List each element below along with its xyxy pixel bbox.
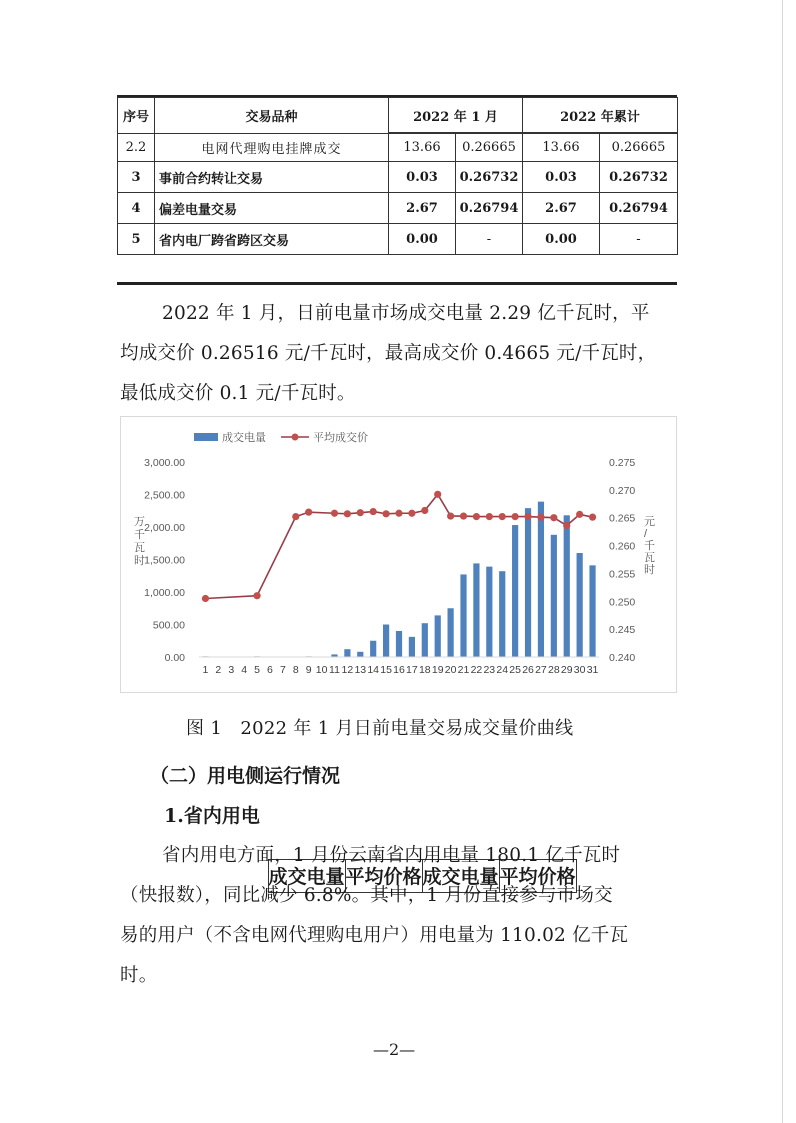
price-point [447,512,454,519]
volume-bar [370,641,376,657]
x-tick-label: 9 [305,664,312,676]
price-point [357,509,364,516]
cell-month-price: 0.26665 [456,134,523,162]
header-period-cumulative: 2022 年累计 [523,98,678,133]
volume-bar [473,563,479,657]
paragraph-line: 易的用户（不含电网代理购电用户）用电量为 110.02 亿千瓦 [120,925,629,946]
cell-cum-volume: 0.03 [523,162,600,193]
y-right-axis-title-char: / [644,528,648,540]
table-bottom-rule [117,282,677,285]
price-point [395,510,402,517]
y-left-tick-label: 2,500.00 [144,489,185,502]
price-point [292,513,299,520]
paragraph-line: （快报数），同比减少 6.8%。其中，1 月份直接参与市场交 [120,885,613,906]
volume-bar [448,608,454,657]
page-number: —2— [373,1040,416,1059]
x-tick-label: 14 [367,664,380,676]
legend-line-label: 平均成交价 [313,432,368,444]
volume-bar [409,637,415,657]
price-point [473,513,480,520]
y-right-axis-title-char: 时 [644,564,655,576]
y-right-tick-label: 0.255 [609,568,636,581]
price-point [499,513,506,520]
cell-cum-volume: 0.00 [523,224,600,255]
cell-seq: 4 [118,193,155,224]
volume-bar [357,652,363,657]
y-left-tick-label: 2,000.00 [144,522,185,534]
price-point [512,513,519,520]
cell-month-price: 0.26732 [456,162,523,193]
y-left-axis-title-char: 千 [134,529,145,541]
legend-line-marker [292,434,299,441]
price-point [550,514,557,521]
y-left-axis-title-char: 瓦 [134,542,145,554]
cell-month-price: - [456,224,523,255]
volume-bar [577,553,583,657]
price-point [370,508,377,515]
cell-name: 省内电厂跨省跨区交易 [155,224,389,255]
cell-name: 电网代理购电挂牌成交 [155,134,389,162]
x-tick-label: 16 [393,664,405,676]
cell-month-volume: 0.03 [389,162,456,193]
x-tick-label: 17 [406,664,418,676]
volume-bar [435,615,441,657]
volume-bar [512,525,518,657]
paragraph-line: 2022 年 1 月，日前电量市场成交电量 2.29 亿千瓦时，平 [162,303,650,324]
cell-cum-volume: 2.67 [523,193,600,224]
volume-bar [486,567,492,657]
x-tick-label: 10 [315,664,328,676]
x-tick-label: 26 [522,664,534,676]
y-right-tick-label: 0.275 [609,457,636,469]
price-point [421,507,428,514]
y-left-tick-label: 0.00 [164,652,185,664]
cell-month-volume: 0.00 [389,224,456,255]
cell-seq: 5 [118,224,155,255]
x-tick-label: 11 [329,664,340,676]
x-tick-label: 12 [341,664,354,676]
y-right-tick-label: 0.250 [609,596,636,609]
price-point [331,510,338,517]
header-month-volume: 成交电量 [268,859,345,892]
cell-seq: 2.2 [118,134,155,162]
legend-bar-label: 成交电量 [222,432,266,444]
y-left-tick-label: 1,500.00 [144,554,185,567]
x-tick-label: 6 [267,664,273,676]
figure-caption: 图 1 2022 年 1 月日前电量交易成交量价曲线 [186,718,574,739]
x-tick-label: 24 [496,664,509,676]
paragraph-line: 最低成交价 0.1 元/千瓦时。 [120,383,356,404]
x-tick-label: 19 [431,664,444,676]
cell-cum-price: 0.26732 [600,162,678,193]
x-tick-label: 8 [292,664,299,676]
cell-cum-price: - [600,224,678,255]
cell-name: 偏差电量交易 [155,193,389,224]
y-right-tick-label: 0.260 [609,540,636,553]
volume-bar [396,631,402,657]
y-right-tick-label: 0.265 [609,512,636,525]
y-right-tick-label: 0.270 [609,484,636,497]
cell-cum-volume: 13.66 [523,134,600,162]
y-right-tick-label: 0.245 [609,624,636,637]
x-tick-label: 22 [470,664,483,676]
x-tick-label: 1 [202,664,209,676]
volume-bar [460,574,466,657]
price-point [460,512,467,519]
y-right-axis-title-char: 元 [644,516,655,528]
x-tick-label: 3 [228,664,235,676]
price-point [537,514,544,521]
volume-bar [383,625,389,658]
x-tick-label: 18 [418,664,431,676]
x-tick-label: 4 [241,664,248,676]
price-point [589,514,596,521]
market-summary-paragraph [120,294,680,414]
x-tick-label: 2 [215,664,222,676]
y-right-axis-title-char: 千 [644,540,655,552]
header-period-month: 2022 年 1 月 [389,98,523,133]
volume-price-chart [120,416,677,693]
cell-month-volume: 2.67 [389,193,456,224]
subsection-heading: 1.省内用电 [164,805,260,827]
x-tick-label: 15 [380,664,392,676]
x-tick-label: 31 [586,664,599,676]
consumption-paragraph [120,836,680,996]
legend-bar-swatch [194,433,218,441]
x-tick-label: 29 [560,664,573,676]
x-tick-label: 5 [254,664,260,676]
paragraph-line: 均成交价 0.26516 元/千瓦时，最高成交价 0.4665 元/千瓦时， [120,343,657,364]
volume-bar [538,502,544,657]
header-seq: 序号 [118,98,155,134]
volume-bar [499,571,505,657]
price-point [408,510,415,517]
price-point [382,510,389,517]
x-tick-label: 13 [354,664,367,676]
price-point [563,522,570,529]
y-left-axis-title-char: 万 [134,516,145,528]
volume-bar [564,515,570,657]
volume-bar [344,649,350,657]
table-row [118,162,678,193]
x-tick-label: 25 [509,664,521,676]
y-left-tick-label: 1,000.00 [144,587,185,599]
cell-cum-price: 0.26665 [600,134,678,162]
x-tick-label: 20 [444,664,457,676]
y-left-tick-label: 3,000.00 [144,457,185,469]
x-tick-label: 7 [279,664,286,676]
volume-bar [525,508,531,657]
x-tick-label: 28 [547,664,560,676]
paragraph-line: 时。 [120,965,158,986]
x-tick-label: 30 [573,664,586,676]
header-cum-volume: 成交电量 [422,859,499,892]
y-left-tick-label: 500.00 [152,619,185,632]
y-left-axis-title-char: 时 [134,555,145,567]
volume-bar [551,535,557,657]
x-tick-label: 21 [457,664,470,676]
cell-month-volume: 13.66 [389,134,456,162]
price-point [305,509,312,516]
table-row [118,224,678,255]
header-category: 交易品种 [155,98,389,134]
cell-name: 事前合约转让交易 [155,162,389,193]
cell-cum-price: 0.26794 [600,193,678,224]
price-point [253,592,260,599]
section-heading: （二）用电侧运行情况 [150,765,341,787]
cell-month-price: 0.26794 [456,193,523,224]
price-point [524,513,531,520]
table-row [118,193,678,224]
x-tick-label: 23 [483,664,496,676]
x-tick-label: 27 [535,664,547,676]
price-point [202,595,209,602]
cell-seq: 3 [118,162,155,193]
volume-bar [422,623,428,657]
table-row [118,134,678,162]
price-point [434,491,441,498]
volume-bar [589,565,595,657]
price-point [486,513,493,520]
header-cum-price: 平均价格 [499,859,576,892]
price-point [576,511,583,518]
price-point [344,510,351,517]
paragraph-line: 省内用电方面，1 月份云南省内用电量 180.1 亿千瓦时 [162,845,621,866]
y-right-axis-title-char: 瓦 [644,552,655,564]
y-right-tick-label: 0.240 [609,652,636,664]
header-month-price: 平均价格 [345,859,422,892]
chart-svg [121,417,676,692]
page-edge-line [782,0,783,1123]
